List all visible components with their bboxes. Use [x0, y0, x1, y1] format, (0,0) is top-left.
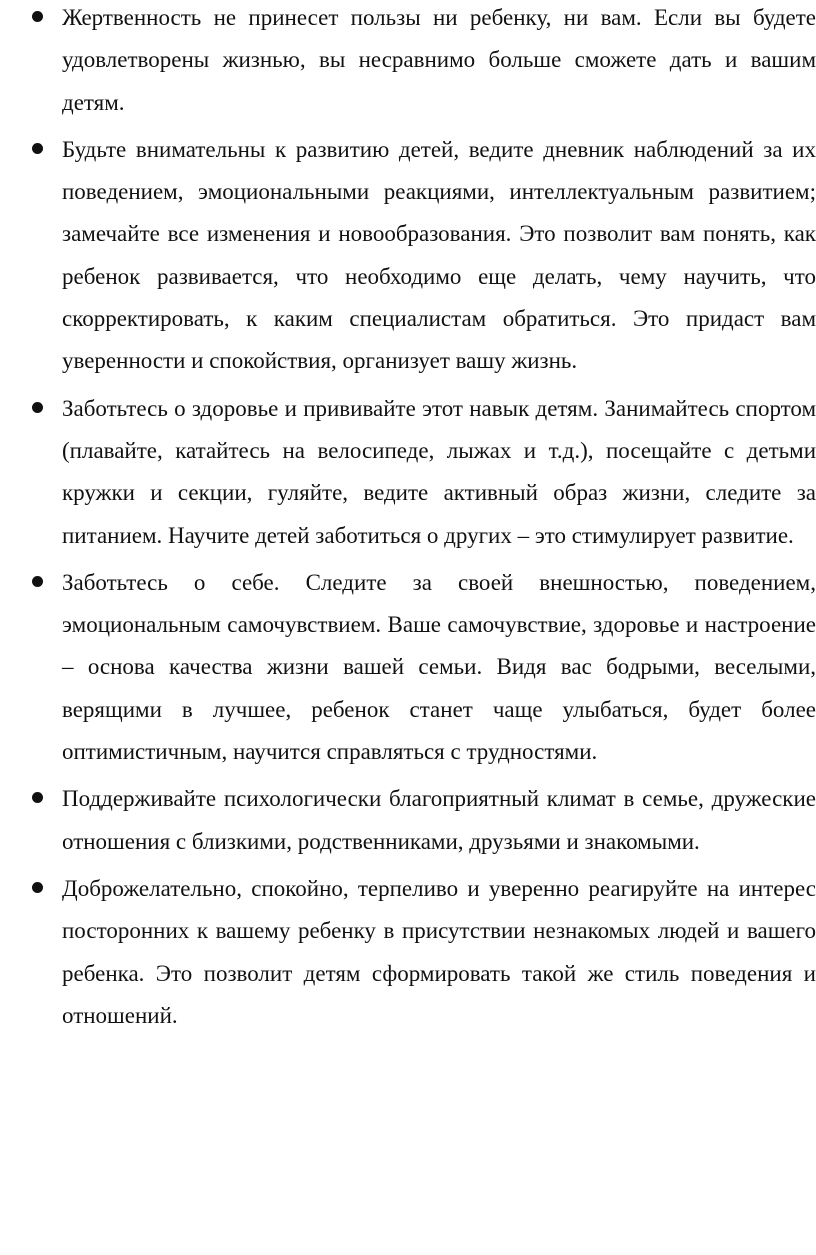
list-item	[0, 778, 816, 863]
list-item	[0, 868, 816, 1037]
list-item-text: Заботьтесь о себе. Следите за своей внешностью, поведением, эмоциональным самочувствием. Ваше самочувствие, здоровье и настроение – основа качества жизни вашей семьи. Видя вас бодрыми, веселыми, верящими в лучшее, ребенок станет чаще улыбаться, будет более оптимистичным, научится справляться с трудностями.	[62, 569, 816, 765]
bullet-dot-icon	[32, 143, 43, 154]
list-item-text: Жертвенность не принесет пользы ни ребенку, ни вам. Если вы будете удовлетворены жизнью, вы несравнимо больше сможете дать и вашим детям.	[62, 5, 816, 115]
bullet-dot-icon	[32, 882, 43, 893]
list-item-text: Поддерживайте психологически благоприятный климат в семье, дружеские отношения с близкими, родственниками, друзьями и знакомыми.	[62, 786, 816, 854]
list-item	[0, 388, 816, 557]
list-item-text: Заботьтесь о здоровье и прививайте этот навык детям. Занимайтесь спортом (плавайте, катайтесь на велосипеде, лыжах и т.д.), посещайте с детьми кружки и секции, гуляйте, ведите активный образ жизни, следите за питанием. Научите детей заботиться о других – это стимулирует развитие.	[62, 395, 816, 548]
list-item	[0, 562, 816, 773]
bullet-dot-icon	[32, 402, 43, 413]
bullet-dot-icon	[32, 11, 43, 22]
list-item-text: Будьте внимательны к развитию детей, ведите дневник наблюдений за их поведением, эмоциональными реакциями, интеллектуальным развитием; замечайте все изменения и новообразования. Это позволит вам понять, как ребенок развивается, что необходимо еще делать, чему научить, что скорректировать, к каким специалистам обратиться. Это придаст вам уверенности и спокойствия, организует вашу жизнь.	[62, 136, 816, 374]
bullet-dot-icon	[32, 792, 43, 803]
list-item	[0, 129, 816, 383]
list-item	[0, 0, 816, 124]
list-item-text: Доброжелательно, спокойно, терпеливо и уверенно реагируйте на интерес посторонних к вашему ребенку в присутствии незнакомых людей и вашего ребенка. Это позволит детям сформировать такой же стиль поведения и отношений.	[62, 875, 816, 1028]
bullet-dot-icon	[32, 576, 43, 587]
